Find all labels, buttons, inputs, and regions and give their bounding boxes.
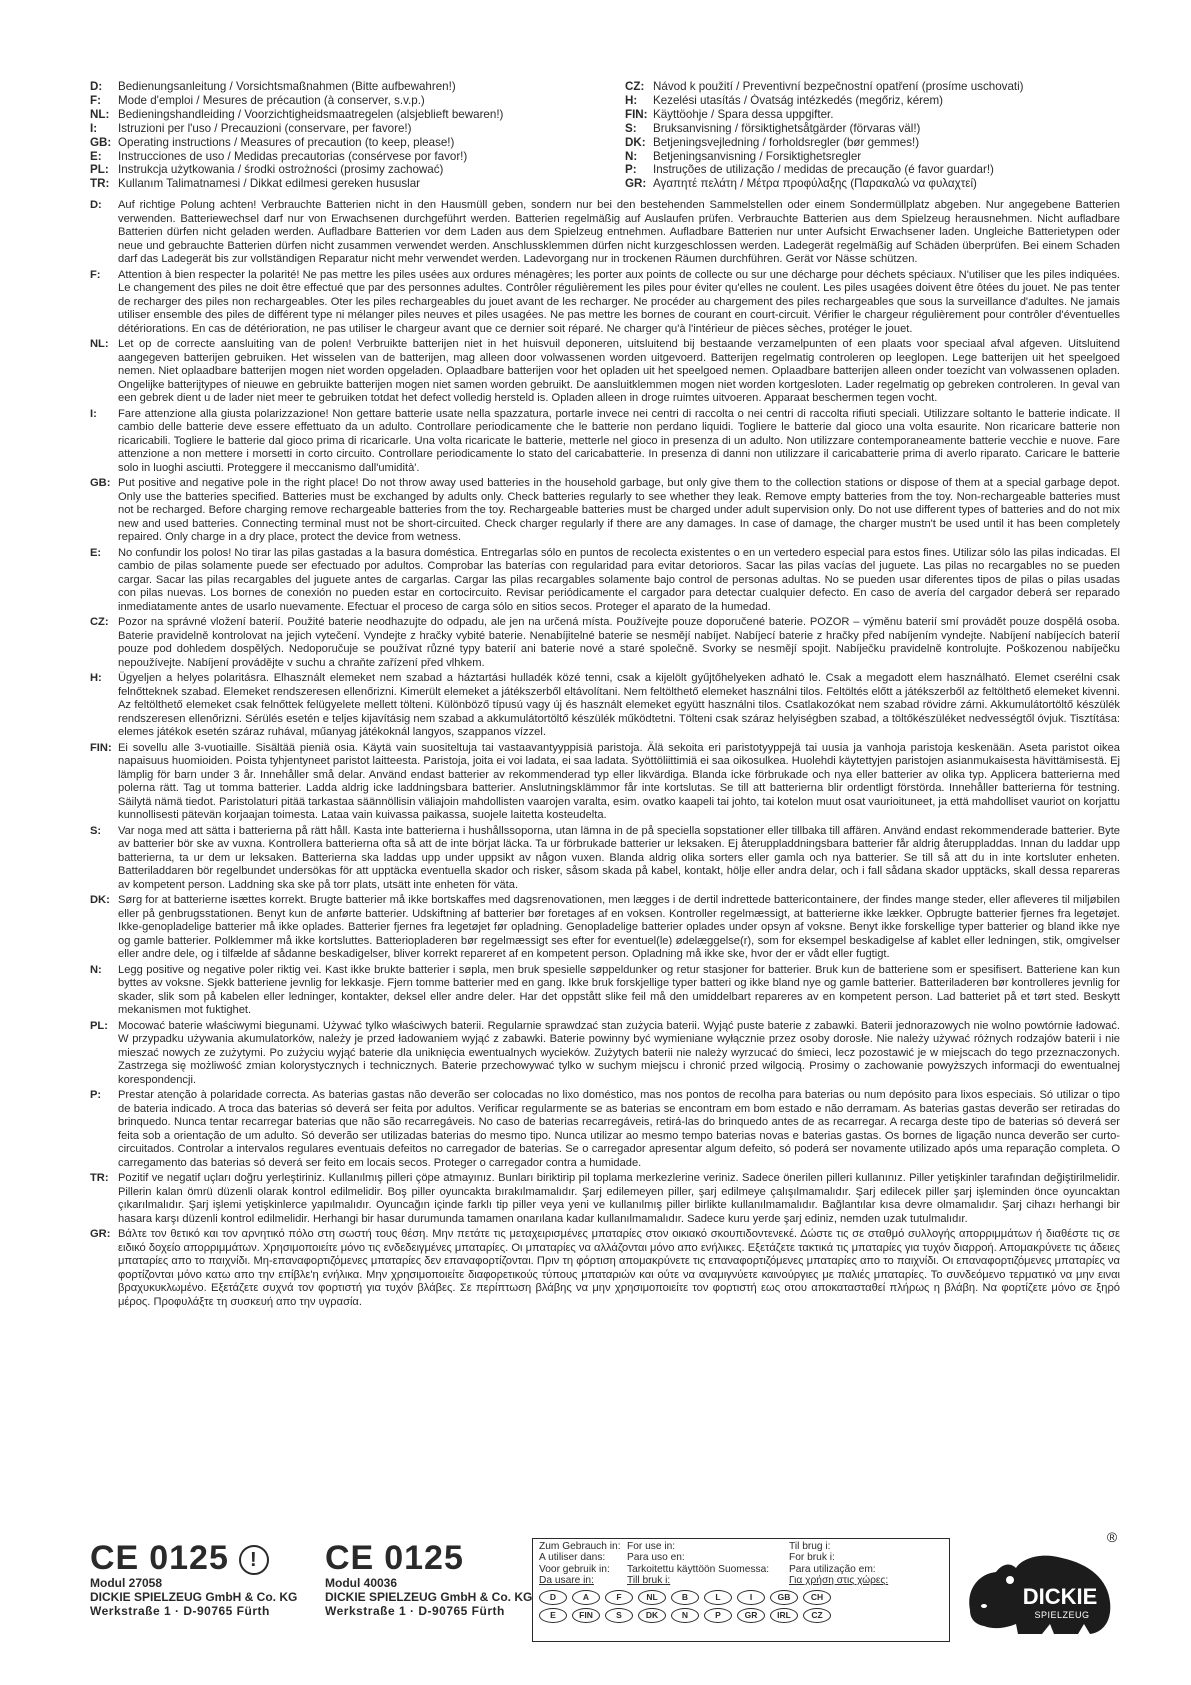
instruction-text: Pozor na správné vložení baterií. Použité baterie neodhazujte do odpadu, ale jen na určená místa. Používejte pouze doporučené baterie. POZOR – výměnu baterií smí provádět pouze dospělá osoba. Baterie pravidelně kontrolovat na jejich vytečení. Vyndejte z hračky vybité baterie. Nenabíjitelné baterie se nesmějí nabíjet. Nabíjecí baterie z hračky před nabíjením vyndejte. Nabíjení nabíjecích baterií pouze pod dohledem dospělých. Nedoporučuje se používat různé typy baterií ani baterie nové a staré společně. Svorky se nesmějí spojit. Nabíječku pravidelně kontrolujte. Poškozenou nabíječku nepoužívejte. Nabíjení provádějte v suchu a chraňte zařízení před vlhkem. [118, 616, 1120, 669]
language-code: FIN: [90, 741, 112, 754]
language-code: GR: [625, 177, 647, 191]
country-badges-row-1 [539, 1590, 943, 1605]
instruction-text: Ei sovellu alle 3-vuotiaille. Sisältää pieniä osia. Käytä vain suositeltuja tai vastaavantyyppisiä paristoja. Älä sekoita eri paristotyyppejä tai uusia ja vanhoja paristoja keskenään. Aseta paristot oikea napaisuus huomioiden. Poista tyhjentyneet paristot laitteesta. Paristoja, joita ei voi ladata, ei saa ladata. Syöttöliittimiä ei saa oikosulkea. Huolehdi käytettyjen paristojen asianmukaisesta hävittämisestä. Ej lämplig för barn under 3 år. Innehåller små delar. Använd endast batterier av rekommenderad typ eller likvärdiga. Blanda icke förbrukade och nya eller batterier av olika typ. Applicera batterierna med polerna rätt. Tag ut tomma batterier. Ladda aldrig icke laddningsbara batterier. Anslutningsklämmor får inte kortslutas. Se till att batterierna blir ordentligt förstörda. Innehåller batterierna för testning. Säilytä nämä tiedot. Paristolaturi pitää tarkastaa säännöllisin väliajoin mahdollisten vaarojen varalta, esim. ovatko kaapeli tai johto, tai kotelon muut osat vaurioituneet, ja että mahdolliset vauriot on korjattu kunnollisesti pätevän korjaajan toimesta. Lataa vain kuivassa paikassa, suojele laitetta kosteudelta. [118, 741, 1120, 822]
header-line [90, 108, 585, 122]
instruction-paragraph [90, 1172, 1120, 1226]
instruction-text: Legg positive og negative poler riktig vei. Kast ikke brukte batterier i søpla, men bruk spesielle søppeldunker og retur stasjoner for batterier. Bruk kun de batteriene som er spesifisert. Batteriene kan kun byttes av voksne. Sjekk batteriene jevnlig for lekkasje. Fjern tomme batterier med en gang. Ikke bruk forskjellige typer batteri og ikke bland nye og gamle batterier. Batteriladeren bør kontrolleres jevnlig for skader, slik som på kabelen eller ledninger, kontakter, deksel eller andre deler. Har det oppstått slike feil må den umiddelbart repareres av en kompetent person. Lad batteriet på et tørt sted. Beskytt mekanismen mot fuktighet. [118, 963, 1120, 1017]
language-code: H: [625, 93, 638, 107]
alert-icon: ! [239, 1545, 269, 1575]
usage-label: Para uso en: [627, 1552, 685, 1564]
company-address: Werkstraße 1 · D-90765 Fürth [325, 1604, 505, 1618]
country-badge: NL [638, 1590, 666, 1605]
header-line [90, 150, 585, 164]
usage-label: For bruk i: [789, 1552, 835, 1564]
company-name: DICKIE SPIELZEUG GmbH & Co. KG [325, 1590, 533, 1604]
instruction-paragraph [90, 825, 1120, 893]
instruction-paragraph [90, 408, 1120, 476]
country-badge: N [671, 1608, 699, 1623]
header-line [90, 94, 585, 108]
country-badge: GR [737, 1608, 765, 1623]
language-code: FIN: [625, 107, 648, 121]
instruction-text: Put positive and negative pole in the right place! Do not throw away used batteries in the household garbage, but only give them to the collection stations or dispose of them at a special garbage depot. Only use the batteries specified. Batteries must be exchanged by adults only. Check batteries regularly to see whether they leak. Remove empty batteries from the toy. Non-rechargeable batteries must not be recharged. Before charging remove rechargeable batteries from the toy. Rechargeable batteries must be charged under adult supervision only. Do not use different types of batteries and do not mix new and used batteries. Connecting terminal must not be short-circuited. Check charger regularly if there are any damages. In case of damage, the charger mustn't be used until it has been completely repaired. Only charge in a dry place, protect the device from wetness. [118, 477, 1120, 544]
header-text: Návod k použití / Preventivní bezpečnostní opatření (prosíme uschovati) [653, 80, 1024, 93]
header-text: Istruzioni per l'uso / Precauzioni (conservare, per favore!) [118, 121, 412, 135]
model-number: Modul 40036 [325, 1576, 398, 1590]
instruction-paragraph [90, 1228, 1120, 1309]
instruction-text: Let op de correcte aansluiting van de polen! Verbruikte batterijen niet in het huisvuil deponeren, uitsluitend bij bestaande verzamelpunten of een plaats voor speciaal afval afgeven. Uitsluitend aangegeven batterijen gebruiken. Het wisselen van de batterijen, mag alleen door volwassenen worden uitgevoerd. Batterijen regelmatig controleren op leeglopen. Lege batterijen uit het speelgoed nemen. Niet oplaadbare batterijen mogen niet worden opgeladen. Oplaadbare batterijen voor het opladen uit het speelgoed nemen. Oplaadbare batterijen alleen onder toezicht van volwassenen opladen. Ongelijke batterijtypes of nieuwe en gebruikte batterijen mogen niet samen worden gebruikt. De aansluitklemmen mogen niet worden kortgesloten. Lader regelmatig op gebreken controleren. In geval van een gebrek dient u de lader niet meer te gebruiken totdat het defect volledig hersteld is. Opladen alleen in droge ruimtes uitvoeren. Apparaat beschermen tegen vocht. [118, 338, 1120, 405]
country-badge: IRL [770, 1608, 798, 1623]
instruction-paragraph [90, 1089, 1120, 1170]
instruction-text: Prestar atenção à polaridade correcta. As baterias gastas não deverão ser colocadas no lixo doméstico, mas nos pontos de recolha para baterias ou num depósito para lixos especiais. Só utilizar o tipo de bateria indicado. A troca das baterias só deverá ser feita por adultos. Verificar regularmente se as baterias se encontram em bom estado e não derramam. As baterias gastas deverão ser retiradas do brinquedo. Nunca tentar recarregar baterias que não são recarregáveis. No caso de baterias recarregáveis, retirá-las do brinquedo antes de as recarregar. A recarga deste tipo de baterias só deverá ser feita sob a orientação de um adulto. Só deverão ser utilizadas baterias do mesmo tipo. Nunca utilizar ao mesmo tempo baterias novas e baterias gastas. Os bornes de ligação nunca deverão ser curto-circuitados. Controlar a intervalos regulares eventuais defeitos no carregador de baterias. Se o carregador apresentar algum defeito, só poderá ser novamente utilizado após uma reparação completa. O carregamento das baterias só deverá ser feito em locais secos. Proteger o carregador contra a humidade. [118, 1089, 1120, 1169]
header-text: Betjeningsvejledning / forholdsregler (bør gemmes!) [653, 135, 920, 149]
usage-label: Till bruk i: [627, 1575, 671, 1587]
instruction-text: Sørg for at batterierne isættes korrekt. Brugte batterier må ikke bortskaffes med dagsrenovationen, men lægges i de dertil indrettede battericontainere, der findes mange steder, eller afleveres til miljøbilen eller på genbrugsstationen. Benyt kun de anførte batterier. Udskiftning af batterier bør foretages af en voksen. Kontroller regelmæssigt, at batterierne ikke lækker. Opbrugte batterier fjernes fra legetøjet. Ikke-genopladelige batterier må ikke oplades. Batterier fjernes fra legetøjet før opladning. Genopladelige batterier oplades under opsyn af voksne. Benyt ikke forskellige typer batterier og bland ikke nye og gamle batterier. Polklemmer må ikke kortsluttes. Batteriopladeren bør regelmæssigt ses efter for eventuel(le) ødelæggelse(r), som for eksempel beskadigelse af kablet eller ledningen, stik, omgivelser eller andre dele, og i tilfælde af sådanne beskadigelser, bliver korrekt repareret af en kompetent person. Opladning må ikke ske, hvor der er vådt eller fugtigt. [118, 894, 1120, 961]
header-line [625, 108, 1120, 122]
header-text: Bedieningshandleiding / Voorzichtigheidsmaatregelen (alsjeblieft bewaren!) [118, 107, 504, 121]
header-line [625, 80, 1120, 94]
instruction-paragraph [90, 1020, 1120, 1088]
instruction-text: Βάλτε τον θετικό και τον αρνητικό πόλο στη σωστή τους θέση. Μην πετάτε τις μεταχειρισμένες μπαταρίες στον οικιακό σκουπιδοντενεκέ. Δώστε τις σε σταθμό συλλογής απορριμμάτων ή διαθέστε τις σε ειδικό δοχείο απορριμμάτων. Χρησιμοποιείτε μόνο τις ενδεδειγμένες μπαταρίες. Οι μπαταρίες να αλλάζονται μόνο απο ενήλικες. Εξετάζετε τακτικά τις μπαταρίες για τυχόν διαρροή. Απομακρύνετε τις άδειες μπαταρίες απο το παιχνίδι. Μη-επαναφορτιζόμενες μπαταρίες δεν επαναφορτίζονται. Πριν τη φόρτιση απομακρύνετε τις επαναφορτιζόμενες μπαταρίες απο το παιχνίδι. Οι επαναφορτιζόμενες μπαταρίες να φορτίζονται μόνο κατω απο την επίβλε'η ενήλικα. Μην χρησιμοποιείτε διαφορετικούς τύπους μπαταριών και ούτε να αναμιγνύετε καινούργιες με παλιές μπαταρίες. Το συνδεόμενο τερματικό να μην ειναι βραχυκυκλωμένο. Εξετάζετε συχνά τον φορτιστή για τυχόν βλάβες. Σε περίπτωση βλάβης να μην χρησιμοποιείτε τον φορτιστή εως οτου αποκατασταθεί πλήρως η βλάβη. Να φορτίζετε μόνο σε ξηρό μέρος. Προφυλάξτε τη συσκευή απο την υγρασία. [118, 1228, 1120, 1308]
header-text: Kezelési utasítás / Óvatság intézkedés (megőriz, kérem) [653, 93, 943, 107]
header-line [90, 177, 585, 191]
country-badge: A [572, 1590, 600, 1605]
instruction-text: Attention à bien respecter la polarité! Ne pas mettre les piles usées aux ordures ménagères; les porter aux points de collecte ou sur une décharge pour déchets spéciaux. N'utiliser que les piles indiquées. Le changement des piles ne doit être effectué que par des personnes adultes. Contrôler régulièrement les piles pour éviter qu'elles ne coulent. Les piles usagées doivent être ôtées du jouet. Ne pas tenter de recharger des piles non rechargeables. Oter les piles rechargeables du jouet avant de les recharger. Ne procéder au chargement des piles rechargeables que sous la surveillance d'adultes. Ne jamais utiliser ensemble des piles de différent type ni mélanger piles neuves et piles usagées. Ne pas mettre les bornes de courant en court-circuit. Vérifier le chargeur régulièrement pour contrôler d'éventuelles détériorations. En cas de détérioration, ne pas utiliser le chargeur avant que ce dernier soit réparé. Ne charger qu'à l'intérieur de pièces sèches, protéger le jouet. [118, 268, 1120, 335]
company-address: Werkstraße 1 · D-90765 Fürth [90, 1604, 270, 1618]
ce-marking-40036 [325, 1540, 532, 1618]
instruction-paragraph [90, 964, 1120, 1018]
instruction-text: Var noga med att sätta i batterierna på rätt håll. Kasta inte batterierna i hushållssoporna, utan lämna in de på speciella sopstationer eller tillbaka till affären. Använd endast rekommenderade batterier. Byte av batterier bör ske av vuxna. Kontrollera batterierna ofta så att de inte börjat läcka. Ta ur förbrukade batterier ur leksaken. Ej återuppladdningsbara batterier får aldrig återuppladdas. Innan du laddar upp batterierna, ta ur dem ur leksaken. Batterierna ska laddas upp under uppsikt av någon vuxen. Blanda aldrig olika sorters eller gamla och nya batterier. Se till så att du in inte kortsluter enheten. Batteriladdaren bör regelbundet undersökas för att upptäcka eventuella skador och risker, såsom skada på kabel, kontakt, hölje eller andra delar, och i fall sådana skador upptäcks, skall dessa repareras av kompetent person. Laddning ska ske på torr plats, utsätt inte enheten för väta. [118, 824, 1120, 891]
instruction-paragraph [90, 477, 1120, 545]
usage-label: Da usare in: [539, 1575, 594, 1587]
usage-label: Zum Gebrauch in: [539, 1541, 621, 1552]
language-code: P: [90, 1089, 102, 1102]
header-line [90, 163, 585, 177]
usage-label: Voor gebruik in: [539, 1563, 610, 1575]
language-code: F: [90, 93, 101, 107]
header-text: Bruksanvisning / försiktighetsåtgärder (förvaras väl!) [653, 121, 921, 135]
notified-body-number: 0125 [384, 1539, 464, 1577]
instruction-paragraph [90, 616, 1120, 670]
country-badge: L [704, 1590, 732, 1605]
instruction-paragraph [90, 742, 1120, 823]
header-line [625, 136, 1120, 150]
language-code: D: [90, 199, 102, 212]
ce-mark: CE [90, 1539, 140, 1577]
header-line [625, 177, 1120, 191]
header-text: Instrukcja użytkowania / środki ostrożności (prosimy zachować) [118, 163, 444, 177]
header-text: Operating instructions / Measures of precaution (to keep, please!) [118, 135, 455, 149]
instruction-text: Fare attenzione alla giusta polarizzazione! Non gettare batterie usate nella spazzatura, portarle invece nei centri di raccolta o nei centri di raccolta rifiuti speciali. Utilizzare soltanto le batterie indicate. Il cambio delle batterie deve essere effettuato da un adulto. Controllare periodicamente che le batterie non perdano liquidi. Togliere le batterie dal gioco una volta esaurite. Non ricaricare batterie non ricaricabili. Togliere le batterie dal gioco prima di ricaricarle. Una volta ricaricate le batterie, metterle nel gioco in presenza di un adulto. Non utilizzare contemporaneamente batterie vecchie e nuove. Fare attenzione a non mettere i morsetti in corto circuito. Controllare periodicamente lo stato del caricabatterie. In presenza di danni non utilizzare il caricabatterie prima di averlo riparato. Caricare le batterie solo in luoghi asciutti. Proteggere il meccanismo dall'umidità'. [118, 407, 1120, 474]
language-code: S: [625, 121, 637, 135]
header-line [625, 150, 1120, 164]
header-line [90, 136, 585, 150]
language-code: CZ: [90, 616, 109, 629]
language-code: DK: [625, 135, 646, 149]
header-line [90, 80, 585, 94]
country-badge: P [704, 1608, 732, 1623]
instruction-paragraph [90, 894, 1120, 962]
company-name: DICKIE SPIELZEUG GmbH & Co. KG [90, 1590, 298, 1604]
language-code: GB: [90, 477, 111, 490]
instruction-text: Mocować baterie właściwymi biegunami. Używać tylko właściwych baterii. Regularnie sprawdzać stan zużycia baterii. Wyjąć puste baterie z zabawki. Baterii jednorazowych nie wolno powtórnie ładować. W przypadku używania akumulatorków, należy je przed ładowaniem wyjąć z zabawki. Baterie powinny być wymieniane wyłącznie przez osoby dorosłe. Nie należy używać różnych rodzajów baterii i nie mieszać nowych ze zużytymi. Po zużyciu wyjąć baterie dla uniknięcia ewentualnych wycieków. Zużytych baterii nie należy wyrzucać do śmieci, lecz pozostawić je w miejscach do tego przeznaczonych. Zastrzega się możliwość zmian kolorystycznych i technicznych. Baterie przechowywać tylko w suchym miejscu i chronić przed wilgocią. Prosimy o zachowanie powyższych informacji do ewentualnej korespondencji. [118, 1019, 1120, 1086]
country-badge: E [539, 1608, 567, 1623]
usage-label: Tarkoitettu käyttöön Suomessa: [627, 1563, 770, 1575]
logo-brand: DICKIE [1022, 1584, 1098, 1609]
instruction-text: No confundir los polos! No tirar las pilas gastadas a la basura doméstica. Entregarlas sólo en puntos de recolecta existentes o en un vertedero especial para estos fines. Utilizar sólo las pilas indicadas. El cambio de pilas solamente puede ser efectuado por adultos. Comprobar las baterías con regularidad para evitar detorioros. Sacar las pilas vacías del juguete. Las pilas no recargables no se pueden cargar. Sacar las pilas recargables del juguete antes de cargarlas. Cargar las pilas recargables solamente bajo control de personas adultas. No se pueden usar diferentes tipos de pilas o pilas usadas con pilas nuevas. Los bornes de conexión no pueden estar en cortocircuito. Revisar periódicamente el cargador para detectar cualquier defecto. En caso de avería del cargador deberá ser reparado inmediatamente antes de usarlo nuevamente. Efectuar el proceso de carga sólo en sitios secos. Proteger el aparato de la humedad. [118, 546, 1120, 613]
country-badge: S [605, 1608, 633, 1623]
header-text: Betjeningsanvisning / Forsiktighetsregler [653, 149, 862, 163]
language-code: H: [90, 672, 102, 685]
header-text: Αγαπητέ πελάτη / Μέτρα προφύλαξης (Παρακαλώ να φυλαχτεί) [653, 177, 977, 191]
logo-subtitle: SPIELZEUG [1034, 1610, 1090, 1620]
country-badge: F [605, 1590, 633, 1605]
header-line [625, 163, 1120, 177]
header-line [90, 122, 585, 136]
instruction-sheet [90, 80, 1120, 1311]
instruction-paragraph [90, 672, 1120, 740]
country-badge: FIN [572, 1608, 600, 1623]
header-line [625, 94, 1120, 108]
header-left-column [90, 80, 585, 191]
header-right-column [625, 80, 1120, 191]
instruction-paragraph [90, 199, 1120, 267]
header-text: Bedienungsanleitung / Vorsichtsmaßnahmen (Bitte aufbewahren!) [118, 80, 456, 93]
country-badge: CZ [803, 1608, 831, 1623]
language-code: TR: [90, 177, 110, 191]
country-badge: I [737, 1590, 765, 1605]
instruction-paragraph [90, 547, 1120, 615]
notified-body-number: 0125 [149, 1539, 229, 1577]
footer [90, 1529, 1120, 1650]
language-code: PL: [90, 163, 109, 177]
language-code: TR: [90, 1172, 109, 1185]
language-code: I: [90, 121, 98, 135]
country-badge: B [671, 1590, 699, 1605]
language-code: E: [90, 149, 102, 163]
registered-mark: ® [1106, 1529, 1118, 1545]
language-code: CZ: [625, 80, 645, 93]
usage-label: Για χρήση στις χώρες: [789, 1575, 889, 1587]
country-badge: GB [770, 1590, 798, 1605]
instruction-paragraph [90, 269, 1120, 337]
country-badge: DK [638, 1608, 666, 1623]
language-code: DK: [90, 894, 110, 907]
usage-label: For use in: [627, 1541, 676, 1552]
language-code: NL: [90, 107, 110, 121]
header-text: Kullanım Talimatnamesi / Dikkat edilmesi gereken hususlar [118, 177, 420, 191]
country-badge: CH [803, 1590, 831, 1605]
model-number: Modul 27058 [90, 1576, 163, 1590]
language-code: P: [625, 163, 637, 177]
usage-label: Para utilização em: [789, 1563, 876, 1575]
safety-instructions [90, 199, 1120, 1309]
language-code: PL: [90, 1019, 108, 1032]
country-badge: D [539, 1590, 567, 1605]
header-text: Instrucciones de uso / Medidas precautorias (consérvese por favor!) [118, 149, 468, 163]
language-code: NL: [90, 338, 109, 351]
language-code: N: [90, 963, 102, 976]
instruction-text: Ügyeljen a helyes polaritásra. Elhasznált elemeket nem szabad a háztartási hulladék közé tenni, csak a kijelölt gyűjtőhelyeken adható le. Csak a megadott elem használható. Elemet cserélni csak felnőtteknek szabad. Elemeket rendszeresen ellenőrizni. Kimerült elemeket a játékszerből eltávolítani. Nem feltölthető elemeket használni tilos. Feltöltés előtt a játékszerből az feltölthető elemeket kivenni. Az feltölthető elemeket csak felnőttek felügyelete mellett tölteni. Különböző típusú vagy új és használt elemeket együtt használni tilos. Csatlakozókat nem szabad rövidre zárni. Akkumulátortöltő készülék rendszeresen ellenőrizni. Sérülés esetén e teljes kijavításig nem szabad a akkumulátortöltő készülék működtetni. Tölteni csak száraz helyiségben szabad, a töltőkészüléket nedvességtől óvjuk. Tisztítása: elemes játékok esetén száraz ruhával, műanyag játékoknál langyos, szappanos vízzel. [118, 672, 1120, 739]
header-line [625, 122, 1120, 136]
language-code: I: [90, 407, 97, 420]
language-code: D: [90, 80, 103, 93]
header-text: Instruções de utilização / medidas de precaução (é favor guardar!) [653, 163, 994, 177]
language-code: F: [90, 268, 101, 281]
country-usage-box [532, 1538, 950, 1642]
ce-mark: CE [325, 1539, 375, 1577]
language-code: E: [90, 546, 102, 559]
usage-label: A utiliser dans: [539, 1552, 606, 1564]
instruction-text: Auf richtige Polung achten! Verbrauchte Batterien nicht in den Hausmüll geben, sondern nur bei den bestehenden Sammelstellen oder einem Sondermüllplatz abgeben. Nur angegebene Batterien verwenden. Batteriewechsel darf nur von Erwachsenen durchgeführt werden. Batterien regelmäßig auf Auslaufen prüfen. Verbrauchte Batterien aus dem Spielzeug herausnehmen. Nicht aufladbare Batterien dürfen nicht geladen werden. Aufladbare Batterien vor dem Laden aus dem Spielzeug entnehmen. Aufladbare Batterien nur unter Aufsicht Erwachsener laden. Ungleiche Batterietypen oder neue und gebrauchte Batterien dürfen nicht zusammen verwendet werden. Anschlussklemmen dürfen nicht kurzgeschlossen werden. Ladegerät regelmäßig auf Schäden überprüfen. Bei einem Schaden darf das Ladegerät bis zur vollständigen Reparatur nicht mehr verwendet werden. Ladevorgang nur in trockenen Räumen durchführen. Gerät vor Nässe schützen. [118, 199, 1120, 266]
title-header [90, 80, 1120, 191]
language-code: S: [90, 824, 102, 837]
instruction-text: Pozitif ve negatif uçları doğru yerleştiriniz. Kullanılmış pilleri çöpe atmayınız. Bunları biriktirip pil toplama merkezlerine veriniz. Sadece önerilen pilleri kullanınız. Piller yetişkinler tarafından değiştirilmelidir. Pillerin kalan ömrü düzenli olarak kontrol edilmelidir. Boş piller oyuncakta bırakılmamalıdır. Şarj edilemeyen piller, şarj edilmeye çalışılmamalıdır. Şarj edilecek piller şarj işleminden önce oyuncaktan çıkarılmalıdır. Şarj işlemi yetişkinlerce yapılmalıdır. Oyuncağın içinde farklı tip piller veya yeni ve kullanılmış piller birlikte kullanılmamalıdır. Bağlantılar kısa devre olmamalıdır. Şarj cihazı herhangi bir hasara karşı düzenli kontrol edilmelidir. Herhangi bir hasar durumunda tamamen onarılana kadar kullanılmamalıdır. Sadece kuru yerde şarj ediniz, nemden uzak tutulmalıdır. [118, 1172, 1120, 1225]
usage-label: Til brug i: [789, 1541, 831, 1552]
country-badges-row-2 [539, 1608, 943, 1623]
instruction-paragraph [90, 338, 1120, 406]
language-code: GB: [90, 135, 112, 149]
dickie-hippo-logo [962, 1528, 1122, 1646]
header-text: Käyttöohje / Spara dessa uppgifter. [653, 107, 834, 121]
language-code: N: [625, 149, 638, 163]
language-code: GR: [90, 1228, 111, 1241]
ce-marking-27058 [90, 1540, 297, 1618]
header-text: Mode d'emploi / Mesures de précaution (à conserver, s.v.p.) [118, 93, 425, 107]
